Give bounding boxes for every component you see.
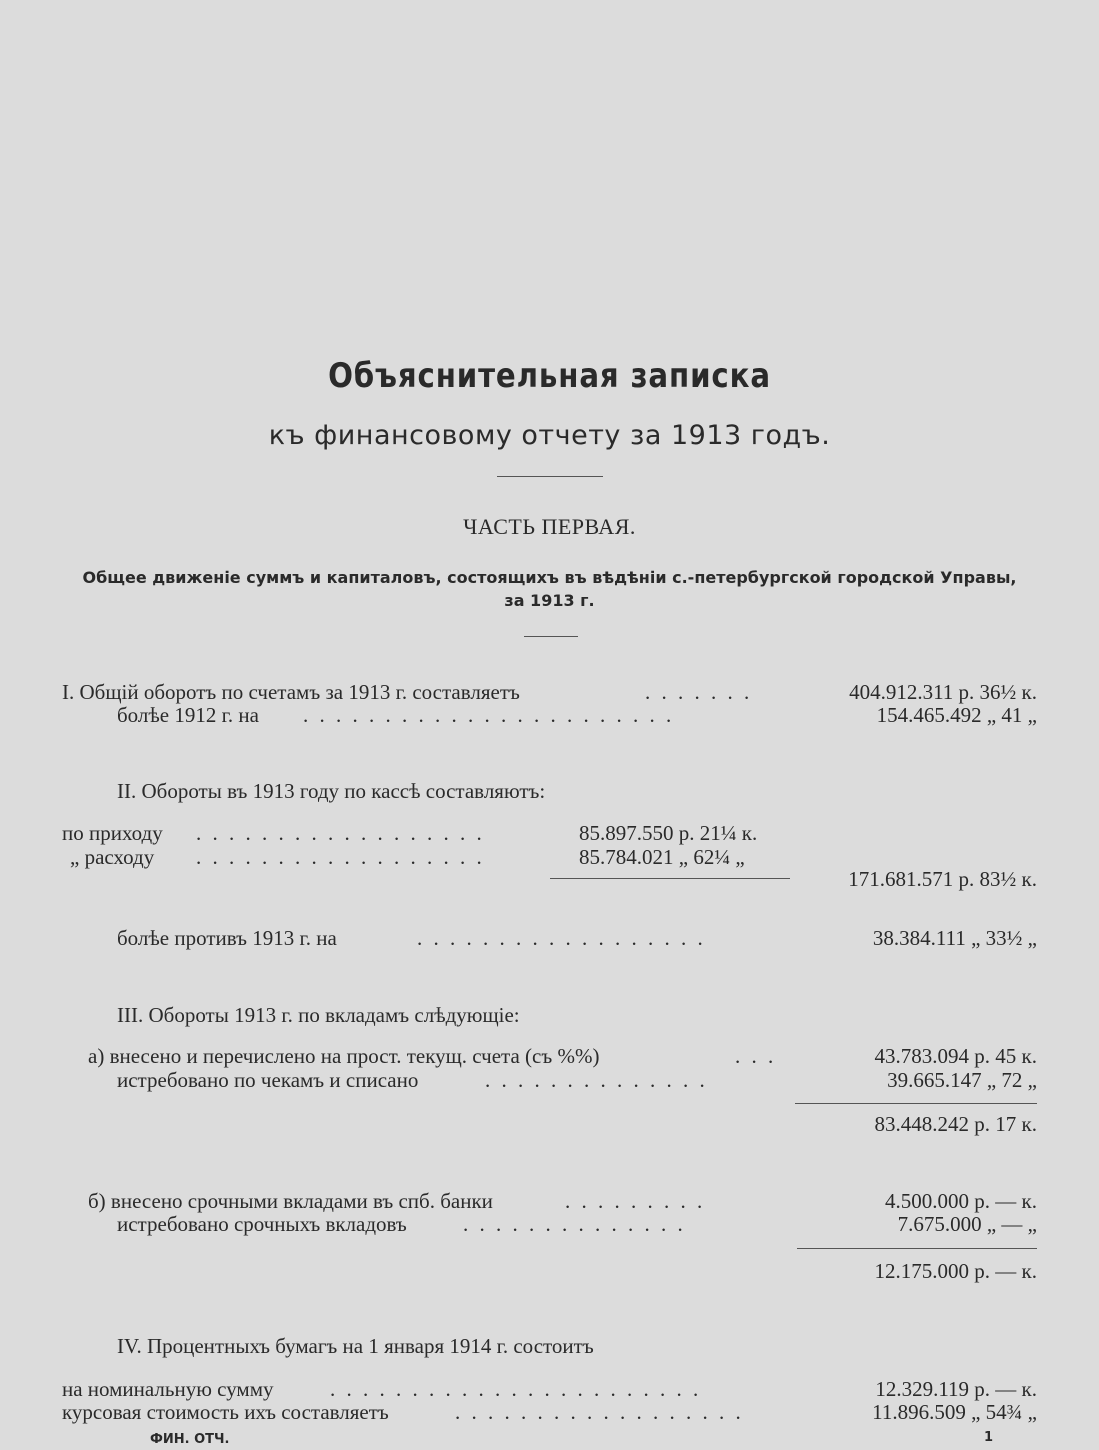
section1-value-1: 404.912.311 р. 36½ к. xyxy=(849,680,1037,704)
deposits-b-line1: б) внесено срочными вкладами въ спб. банки xyxy=(88,1189,493,1213)
footer-signature: ФИН. ОТЧ. xyxy=(150,1432,230,1447)
deposits-a-total: 83.448.242 р. 17 к. xyxy=(874,1112,1037,1136)
more-leader: . . . . . . . . . . . . . . . . . . xyxy=(417,926,706,950)
deposits-b-line2: истребовано срочныхъ вкладовъ xyxy=(117,1212,407,1236)
deposits-a-leader1: . . . xyxy=(735,1044,777,1068)
deposits-a-value2: 39.665.147 „ 72 „ xyxy=(887,1068,1037,1092)
heading-divider xyxy=(524,636,578,637)
document-subtitle: къ финансовому отчету за 1913 годъ. xyxy=(268,420,831,451)
section3-title: III. Обороты 1913 г. по вкладамъ слѣдующіе: xyxy=(117,1003,520,1027)
section2-title: II. Обороты въ 1913 году по кассѣ составляютъ: xyxy=(117,779,546,803)
income-leader: . . . . . . . . . . . . . . . . . . xyxy=(196,821,485,845)
title-divider xyxy=(497,476,603,477)
course-leader: . . . . . . . . . . . . . . . . . . xyxy=(455,1400,744,1424)
more-label: болѣе противъ 1913 г. на xyxy=(117,926,337,950)
more-value: 38.384.111 „ 33½ „ xyxy=(872,926,1037,950)
deposits-b-leader2: . . . . . . . . . . . . . . xyxy=(463,1212,686,1236)
section-heading-line1: Общее движеніе суммъ и капиталовъ, состоящихъ въ вѣдѣніи с.-петербургской городской Управы, xyxy=(82,568,1017,587)
deposits-b-value1: 4.500.000 р. — к. xyxy=(885,1189,1037,1213)
section4-title: IV. Процентныхъ бумагъ на 1 января 1914 г. состоитъ xyxy=(117,1334,594,1358)
cash-total: 171.681.571 р. 83½ к. xyxy=(848,867,1037,891)
income-label: по приходу xyxy=(62,821,163,845)
course-value: 11.896.509 „ 54¾ „ xyxy=(872,1400,1037,1424)
section1-line2-label: болѣе 1912 г. на xyxy=(117,703,259,727)
income-value: 85.897.550 р. 21¼ к. xyxy=(579,821,758,845)
deposits-b-value2: 7.675.000 „ — „ xyxy=(897,1212,1037,1236)
deposits-a-line1: а) внесено и перечислено на прост. текущ. счета (съ %%) xyxy=(88,1044,600,1068)
nominal-value: 12.329.119 р. — к. xyxy=(875,1377,1037,1401)
page-number: 1 xyxy=(984,1430,994,1445)
section1-leader-1: . . . . . . . xyxy=(645,680,753,704)
deposits-a-leader2: . . . . . . . . . . . . . . xyxy=(485,1068,708,1092)
section1-value-2: 154.465.492 „ 41 „ xyxy=(876,703,1037,727)
document-title: Объяснительная записка xyxy=(328,356,771,396)
expense-label: „ расходу xyxy=(70,845,155,869)
part-heading: ЧАСТЬ ПЕРВАЯ. xyxy=(463,514,636,539)
deposits-b-leader1: . . . . . . . . . xyxy=(565,1189,706,1213)
section1-leader-2: . . . . . . . . . . . . . . . . . . . . . . . xyxy=(303,703,675,727)
nominal-label: на номинальную сумму xyxy=(62,1377,274,1401)
deposits-a-rule xyxy=(795,1103,1037,1104)
nominal-leader: . . . . . . . . . . . . . . . . . . . . . . . xyxy=(330,1377,702,1401)
deposits-b-total: 12.175.000 р. — к. xyxy=(874,1259,1037,1283)
deposits-a-value1: 43.783.094 р. 45 к. xyxy=(874,1044,1037,1068)
expense-leader: . . . . . . . . . . . . . . . . . . xyxy=(196,845,485,869)
section1-label: I. Общій оборотъ по счетамъ за 1913 г. составляетъ xyxy=(62,680,520,704)
deposits-b-rule xyxy=(797,1248,1037,1249)
section-heading-line2: за 1913 г. xyxy=(504,591,595,610)
deposits-a-line2: истребовано по чекамъ и списано xyxy=(117,1068,419,1092)
cash-sum-rule xyxy=(550,878,790,879)
course-label: курсовая стоимость ихъ составляетъ xyxy=(62,1400,389,1424)
expense-value: 85.784.021 „ 62¼ „ xyxy=(579,845,745,869)
